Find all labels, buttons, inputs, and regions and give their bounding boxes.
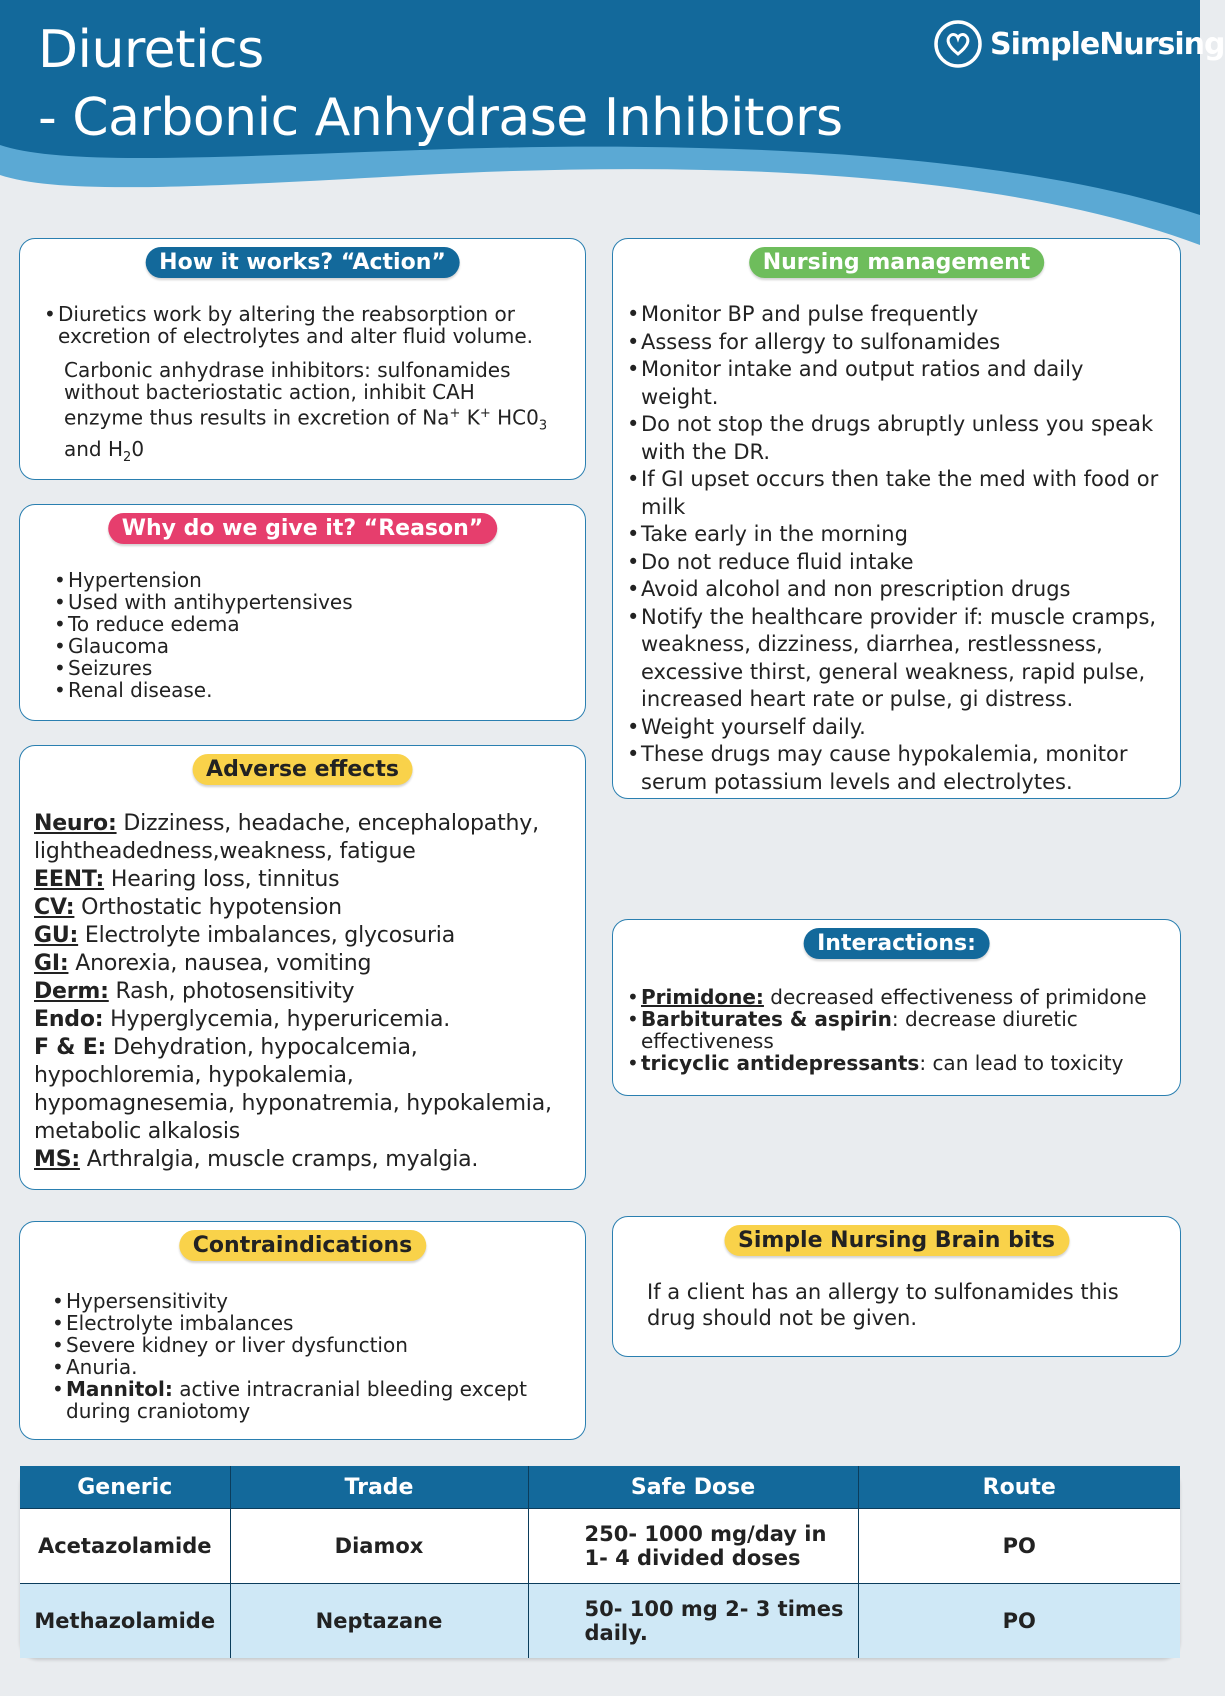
nursing-management-card bbox=[612, 238, 1181, 799]
reason-heading: Why do we give it? “Reason” bbox=[108, 513, 498, 544]
table-cell: 50- 100 mg 2- 3 times daily. bbox=[528, 1584, 858, 1659]
table-cell: 250- 1000 mg/day in 1- 4 divided doses bbox=[528, 1509, 858, 1584]
action-card bbox=[19, 238, 586, 480]
list-item: • Monitor BP and pulse frequently bbox=[627, 301, 1162, 329]
table-cell: PO bbox=[858, 1584, 1180, 1659]
brain-bits-heading: Simple Nursing Brain bits bbox=[724, 1225, 1069, 1256]
list-item: • Do not reduce fluid intake bbox=[627, 549, 1162, 577]
table-cell: Diamox bbox=[230, 1509, 528, 1584]
list-item: • Hypersensitivity bbox=[52, 1290, 545, 1312]
table-cell: Methazolamide bbox=[20, 1584, 230, 1659]
list-item: • If GI upset occurs then take the med with food or milk bbox=[627, 466, 1162, 521]
action-heading: How it works? “Action” bbox=[145, 247, 460, 278]
table-header-row bbox=[20, 1466, 1180, 1509]
list-item: • Weight yourself daily. bbox=[627, 714, 1162, 742]
interactions-heading: Interactions: bbox=[803, 928, 990, 959]
brand-name: SimpleNursing bbox=[990, 26, 1225, 62]
list-item: • tricyclic antidepressants: can lead to toxicity bbox=[627, 1052, 1164, 1074]
list-item: • Seizures bbox=[54, 657, 585, 679]
interactions-list bbox=[627, 986, 1164, 1074]
list-item: • Assess for allergy to sulfonamides bbox=[627, 329, 1162, 357]
adverse-heading: Adverse effects bbox=[192, 754, 413, 785]
list-item: • To reduce edema bbox=[54, 613, 585, 635]
page-title: Diuretics bbox=[38, 20, 264, 80]
list-item: • These drugs may cause hypokalemia, monitor serum potassium levels and electrolytes. bbox=[627, 741, 1162, 796]
nursing-list bbox=[627, 301, 1162, 796]
table-cell: Acetazolamide bbox=[20, 1509, 230, 1584]
brain-bits-card bbox=[612, 1216, 1181, 1357]
table-row bbox=[20, 1509, 1180, 1584]
table-row bbox=[20, 1584, 1180, 1659]
list-item: • Renal disease. bbox=[54, 679, 585, 701]
column-header: Safe Dose bbox=[528, 1466, 858, 1509]
drug-table bbox=[20, 1466, 1180, 1658]
action-body bbox=[44, 303, 555, 469]
nursing-heading: Nursing management bbox=[749, 247, 1045, 278]
list-item: • Electrolyte imbalances bbox=[52, 1312, 545, 1334]
interactions-card bbox=[612, 919, 1181, 1096]
list-item: • Anuria. bbox=[52, 1356, 545, 1378]
list-item: • Glaucoma bbox=[54, 635, 585, 657]
table-cell: PO bbox=[858, 1509, 1180, 1584]
stethoscope-heart-icon bbox=[932, 18, 984, 70]
adverse-item: CV: Orthostatic hypotension bbox=[34, 895, 342, 920]
brain-bits-text: If a client has an allergy to sulfonamides this drug should not be given. bbox=[647, 1280, 1119, 1330]
list-item: • Notify the healthcare provider if: muscle cramps, weakness, dizziness, diarrhea, restlessness, excessive thirst, general weakness, rapid pulse, increased heart rate or pulse, gi distress. bbox=[627, 604, 1162, 714]
list-item: • Used with antihypertensives bbox=[54, 591, 585, 613]
reason-list bbox=[54, 569, 585, 701]
list-item: • Mannitol: active intracranial bleeding except during craniotomy bbox=[52, 1378, 545, 1422]
contra-list bbox=[52, 1290, 545, 1422]
brand-logo bbox=[932, 18, 1225, 70]
adverse-item: Derm: Rash, photosensitivity bbox=[34, 979, 355, 1004]
list-item: • Do not stop the drugs abruptly unless you speak with the DR. bbox=[627, 411, 1162, 466]
adverse-item: Endo: Hyperglycemia, hyperuricemia. bbox=[34, 1007, 451, 1032]
list-item: • Hypertension bbox=[54, 569, 585, 591]
adverse-item: F & E: Dehydration, hypocalcemia, hypochloremia, hypokalemia, hypomagnesemia, hyponatremia, hypokalemia, metabolic alkalosis bbox=[34, 1035, 552, 1144]
column-header: Route bbox=[858, 1466, 1180, 1509]
action-detail: Carbonic anhydrase inhibitors: sulfonamides without bacteriostatic action, inhibit CAH enzyme thus results in excretion of Na+ K+ $HC0_3$ and $H_20$ bbox=[64, 358, 548, 465]
list-item: • Monitor intake and output ratios and daily weight. bbox=[627, 356, 1162, 411]
list-item: • Primidone: decreased effectiveness of primidone bbox=[627, 986, 1164, 1008]
list-item: • Avoid alcohol and non prescription drugs bbox=[627, 576, 1162, 604]
table-cell: Neptazane bbox=[230, 1584, 528, 1659]
contra-heading: Contraindications bbox=[179, 1230, 426, 1261]
column-header: Trade bbox=[230, 1466, 528, 1509]
page-subtitle: - Carbonic Anhydrase Inhibitors bbox=[38, 88, 843, 148]
reason-card bbox=[19, 504, 586, 721]
adverse-item: GI: Anorexia, nausea, vomiting bbox=[34, 951, 372, 976]
adverse-item: GU: Electrolyte imbalances, glycosuria bbox=[34, 923, 455, 948]
adverse-item: Neuro: Dizziness, headache, encephalopathy, lightheadedness,weakness, fatigue bbox=[34, 811, 539, 864]
adverse-item: EENT: Hearing loss, tinnitus bbox=[34, 867, 340, 892]
list-item: • Take early in the morning bbox=[627, 521, 1162, 549]
contraindications-card bbox=[19, 1221, 586, 1440]
adverse-item: MS: Arthralgia, muscle cramps, myalgia. bbox=[34, 1147, 479, 1172]
column-header: Generic bbox=[20, 1466, 230, 1509]
list-item: • Barbiturates & aspirin: decrease diuretic effectiveness bbox=[627, 1008, 1164, 1052]
adverse-list bbox=[34, 810, 561, 1174]
list-item: • Severe kidney or liver dysfunction bbox=[52, 1334, 545, 1356]
adverse-effects-card bbox=[19, 745, 586, 1190]
action-bullet: • Diuretics work by altering the reabsorption or excretion of electrolytes and alter fluid volume. bbox=[44, 303, 555, 347]
